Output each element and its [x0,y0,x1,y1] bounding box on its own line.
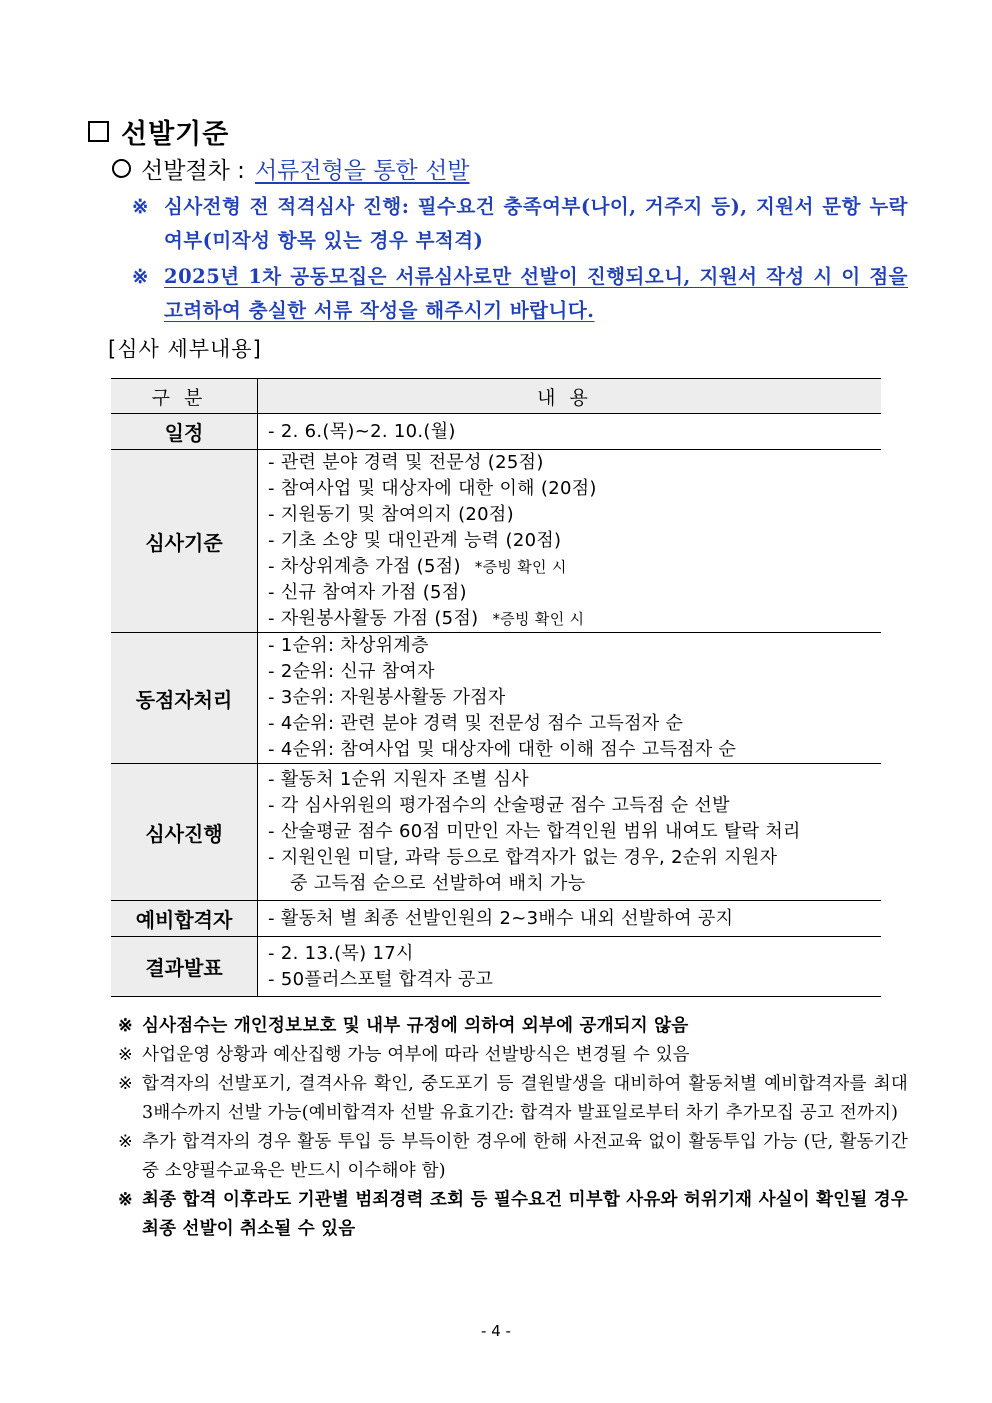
reference-mark-icon: ※ [118,1045,133,1065]
row-category: 심사기준 [111,450,258,633]
content-line: - 관련 분야 경력 및 전문성 (25점) [268,452,544,473]
row-category: 결과발표 [111,937,258,997]
footnotes [118,1012,908,1244]
sub-heading: [심사 세부내용] [108,337,262,361]
notice-text: 2025년 1차 공동모집은 서류심사로만 선발이 진행되오니, 지원서 작성 시 이 점을 고려하여 충실한 서류 작성을 해주시기 바랍니다. [164,265,908,322]
footnote-item [118,1070,908,1128]
notice-text: 심사전형 전 적격심사 진행: 필수요건 충족여부(나이, 거주지 등), 지원서 문항 누락 여부(미작성 항목 있는 경우 부적격) [164,195,908,252]
table-row [111,633,881,764]
row-content [258,414,882,450]
reference-mark-icon: ※ [118,1074,133,1094]
selection-procedure [112,152,470,185]
row-content [258,764,882,901]
reference-mark-icon: ※ [132,195,149,218]
footnote-text: 추가 합격자의 경우 활동 투입 등 부득이한 경우에 한해 사전교육 없이 활동투입 가능 (단, 활동기간 중 소양필수교육은 반드시 이수해야 함) [142,1132,908,1181]
footnote-item [118,1128,908,1186]
content-line: - 1순위: 차상위계층 [268,635,429,656]
row-category: 일정 [111,414,258,450]
evidence-note: *증빙 확인 시 [474,558,567,576]
row-category: 예비합격자 [111,901,258,937]
footnote-item [118,1012,908,1041]
content-line: - 지원동기 및 참여의지 (20점) [268,504,514,525]
footnote-text: 합격자의 선발포기, 결격사유 확인, 중도포기 등 결원발생을 대비하여 활동처별 예비합격자를 최대 3배수까지 선발 가능(예비합격자 선발 유효기간: 합격자 발표일로부터 차기 추가모집 공고 전까지) [142,1074,908,1123]
footnote-text: 심사점수는 개인정보보호 및 내부 규정에 의하여 외부에 공개되지 않음 [142,1016,689,1036]
header-content: 내용 [258,379,882,414]
content-line: - 활동처 1순위 지원자 조별 심사 [268,769,529,790]
procedure-label: 선발절차 : [141,158,245,184]
circle-bullet-icon [112,159,131,178]
content-line [268,554,881,580]
procedure-value: 서류전형을 통한 선발 [254,158,470,184]
header-category: 구분 [111,379,258,414]
page-number: - 4 - [481,1322,511,1340]
row-category: 동점자처리 [111,633,258,764]
row-content [258,633,882,764]
table-header-row [111,379,881,414]
reference-mark-icon: ※ [118,1132,133,1152]
table-row [111,764,881,901]
footnote-text: 사업운영 상황과 예산집행 가능 여부에 따라 선발방식은 변경될 수 있음 [142,1045,690,1065]
content-line: - 50플러스포털 합격자 공고 [268,968,494,990]
content-line: - 산술평균 점수 60점 미만인 자는 합격인원 범위 내여도 탈락 처리 [268,821,801,842]
notice-document-only [132,260,908,328]
section-title [88,112,229,151]
content-text: - 차상위계층 가점 (5점) [268,556,461,577]
row-content [258,450,882,633]
table-row [111,450,881,633]
notice-eligibility [132,190,908,258]
row-content [258,901,882,937]
row-category: 심사진행 [111,764,258,901]
evidence-note: *증빙 확인 시 [492,610,585,628]
content-line: - 참여사업 및 대상자에 대한 이해 (20점) [268,478,597,499]
content-line: - 2순위: 신규 참여자 [268,661,435,682]
content-line: - 4순위: 참여사업 및 대상자에 대한 이해 점수 고득점자 순 [268,739,737,760]
reference-mark-icon: ※ [132,265,149,288]
content-line: - 3순위: 자원봉사활동 가점자 [268,687,506,708]
content-line [268,606,881,632]
content-line: - 각 심사위원의 평가점수의 산술평균 점수 고득점 순 선발 [268,795,730,816]
content-line: - 2. 6.(목)~2. 10.(월) [268,420,456,442]
content-line: - 2. 13.(목) 17시 [268,942,414,964]
review-details-table [111,378,881,997]
content-text: - 자원봉사활동 가점 (5점) [268,608,479,629]
reference-mark-icon: ※ [118,1016,133,1036]
footnote-text: 최종 합격 이후라도 기관별 범죄경력 조회 등 필수요건 미부합 사유와 허위기재 사실이 확인될 경우 최종 선발이 취소될 수 있음 [142,1190,908,1239]
content-line: 중 고득점 순으로 선발하여 배치 가능 [290,873,586,894]
table-row [111,901,881,937]
content-line: - 신규 참여자 가점 (5점) [268,582,467,603]
content-line: - 4순위: 관련 분야 경력 및 전문성 점수 고득점자 순 [268,713,684,734]
content-line: - 지원인원 미달, 과락 등으로 합격자가 없는 경우, 2순위 지원자 [268,847,778,868]
section-title-text: 선발기준 [121,119,230,150]
content-line: - 기초 소양 및 대인관계 능력 (20점) [268,530,562,551]
content-line: - 활동처 별 최종 선발인원의 2~3배수 내외 선발하여 공지 [268,907,734,929]
square-bullet-icon [88,121,109,142]
footnote-item [118,1186,908,1244]
row-content [258,937,882,997]
table-row [111,414,881,450]
reference-mark-icon: ※ [118,1190,133,1210]
table-row [111,937,881,997]
footnote-item [118,1041,908,1070]
